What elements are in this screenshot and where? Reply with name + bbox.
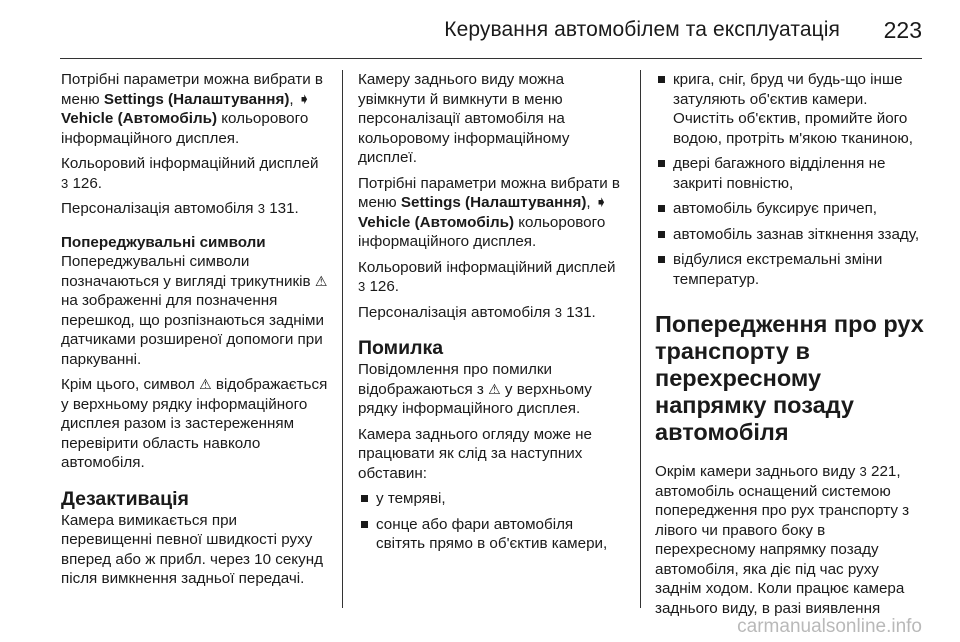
column-2 xyxy=(358,70,626,560)
list-item: крига, сніг, бруд чи будь-що інше затуляють об'єктив камери. Очистіть об'єктив, промийте його водою, протріть м'якою тканиною, xyxy=(655,70,929,148)
paragraph-menu-path: Потрібні параметри можна вибрати в меню Settings (Налаштування), ➧ Vehicle (Автомобіль) кольорового інформаційного дисплея. xyxy=(61,71,324,147)
list-item: автомобіль буксирує причеп, xyxy=(655,199,929,219)
column-3 xyxy=(655,70,929,624)
paragraph-warning-symbols: Попереджувальні символи позначаються у вигляді трикутників ⚠ на зображенні для позначення перешкод, що розпізнаються задніми датчиками розширеної допомоги при паркуванні. xyxy=(61,253,328,368)
menu-vehicle: Vehicle (Автомобіль) xyxy=(358,213,514,231)
paragraph-xref-display: Кольоровий інформаційний дисплей 3 126. xyxy=(61,155,319,192)
warning-triangle-icon: ⚠ xyxy=(488,380,501,397)
paragraph-xref-personalization: Персоналізація автомобіля 3 131. xyxy=(61,200,299,217)
error-heading: Помилка xyxy=(358,337,444,359)
paragraph-menu-path: Потрібні параметри можна вибрати в меню Settings (Налаштування), ➧ Vehicle (Автомобіль) кольорового інформаційного дисплея. xyxy=(358,174,621,250)
paragraph-xref-personalization: Персоналізація автомобіля 3 131. xyxy=(358,303,596,321)
paragraph-camera-toggle: Камеру заднього виду можна увімкнути й вимкнути в меню персоналізації автомобіля на кольоровому інформаційному дисплеї. xyxy=(358,71,570,166)
xref-icon: 3 xyxy=(61,175,69,191)
list-item: двері багажного відділення не закриті повністю, xyxy=(655,154,929,193)
paragraph-cross-traffic: Окрім камери заднього виду 3 221, автомобіль оснащений системою попередження про рух транспорту з лівого чи правого боку в перехресному напрямку позаду автомобіля, яка діє під час руху заднім ходом. Коли працює камера заднього виду, в разі виявлення xyxy=(655,463,910,617)
paragraph-deactivation: Камера вимикається при перевищенні певної швидкості руху вперед або ж прибл. через 10 секунд після вимкнення задньої передачі. xyxy=(61,511,323,587)
page-header xyxy=(0,0,960,56)
cross-traffic-heading: Попередження про рух транспорту в перехресному напрямку позаду автомобіля xyxy=(655,311,924,445)
watermark: carmanualsonline.info xyxy=(737,616,922,637)
header-rule xyxy=(60,58,922,59)
warning-symbols-heading: Попереджувальні символи xyxy=(61,233,266,251)
page-number: 223 xyxy=(883,17,922,43)
menu-vehicle: Vehicle (Автомобіль) xyxy=(61,110,217,127)
paragraph-warning-symbol-top: Крім цього, символ ⚠ відображається у верхньому рядку інформаційного дисплея разом із застереженням перевірити область навколо автомобіля. xyxy=(61,376,328,471)
column-divider-1 xyxy=(342,70,343,608)
column-divider-2 xyxy=(640,70,641,608)
list-item: відбулися екстремальні зміни температур. xyxy=(655,250,929,289)
warning-triangle-icon: ⚠ xyxy=(199,376,212,392)
arrow-icon: ➧ xyxy=(594,194,608,211)
xref-icon: 3 xyxy=(554,304,562,320)
paragraph-error-messages: Повідомлення про помилки відображаються з ⚠ у верхньому рядку інформаційного дисплея. xyxy=(358,361,592,417)
arrow-icon: ➧ xyxy=(297,90,311,108)
warning-triangle-icon: ⚠ xyxy=(314,272,328,289)
xref-icon: 3 xyxy=(859,464,867,479)
deactivation-heading: Дезактивація xyxy=(61,487,189,510)
header-title: Керування автомобілем та експлуатація xyxy=(444,18,840,41)
paragraph-error-conditions: Камера заднього огляду може не працювати як слід за наступних обставин: xyxy=(358,425,592,482)
paragraph-xref-display: Кольоровий інформаційний дисплей 3 126. xyxy=(358,258,616,295)
xref-icon: 3 xyxy=(257,201,265,216)
list-item: сонце або фари автомобіля світять прямо в об'єктив камери, xyxy=(358,515,626,554)
list-item: у темряві, xyxy=(358,489,626,509)
condition-list xyxy=(358,489,626,554)
column-1 xyxy=(61,70,329,595)
menu-settings: Settings (Налаштування) xyxy=(400,194,587,211)
list-item: автомобіль зазнав зіткнення ззаду, xyxy=(655,225,929,245)
xref-icon: 3 xyxy=(358,279,366,294)
menu-settings: Settings (Налаштування) xyxy=(103,90,290,108)
condition-list xyxy=(655,70,929,289)
